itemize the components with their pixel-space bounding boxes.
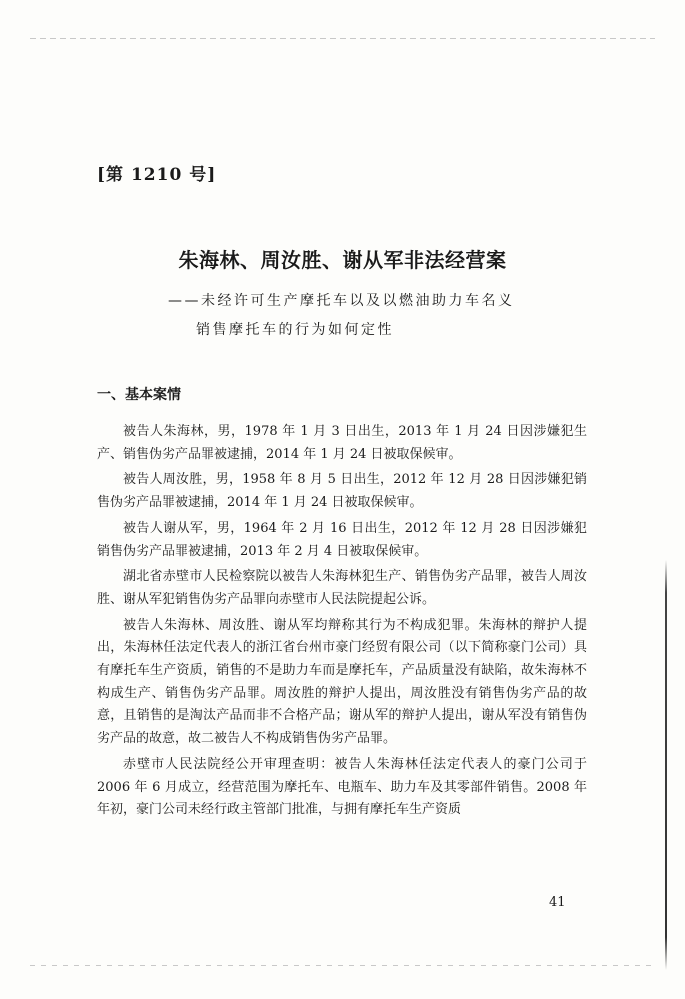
binding-edge xyxy=(665,560,667,970)
paragraph: 被告人朱海林，男，1978 年 1 月 3 日出生，2013 年 1 月 24 日因涉嫌犯生产、销售伪劣产品罪被逮捕，2014 年 1 月 24 日被取保候审。 xyxy=(97,424,587,462)
paragraph: 被告人朱海林、周汝胜、谢从军均辩称其行为不构成犯罪。朱海林的辩护人提出，朱海林任法定代表人的浙江省台州市豪门经贸有限公司（以下简称豪门公司）具有摩托车生产资质，销售的不是助力车而是摩托车，产品质量没有缺陷，故朱海林不构成生产、销售伪劣产品罪。周汝胜的辩护人提出，周汝胜没有销售伪劣产品的故意，且销售的是淘汰产品而非不合格产品；谢从军的辩护人提出，谢从军没有销售伪劣产品的故意，故二被告人不构成销售伪劣产品罪。 xyxy=(97,617,587,747)
section-heading: 一、基本案情 xyxy=(97,387,181,403)
page-number: 41 xyxy=(549,895,566,910)
case-subtitle-line2: 销售摩托车的行为如何定性 xyxy=(196,322,394,338)
paragraph: 被告人周汝胜，男，1958 年 8 月 5 日出生，2012 年 12 月 28 日因涉嫌犯销售伪劣产品罪被逮捕，2014 年 1 月 24 日被取保候审。 xyxy=(97,472,587,511)
paragraph: 湖北省赤壁市人民检察院以被告人朱海林犯生产、销售伪劣产品罪，被告人周汝胜、谢从军犯销售伪劣产品罪向赤壁市人民法院提起公诉。 xyxy=(97,569,587,607)
paragraph: 被告人谢从军，男，1964 年 2 月 16 日出生，2012 年 12 月 28 日因涉嫌犯销售伪劣产品罪被逮捕，2013 年 2 月 4 日被取保候审。 xyxy=(97,520,587,559)
case-subtitle-line1: ——未经许可生产摩托车以及以燃油助力车名义 xyxy=(168,293,515,309)
scan-artifact-top xyxy=(30,38,655,39)
case-title: 朱海林、周汝胜、谢从军非法经营案 xyxy=(178,248,507,272)
body-text xyxy=(97,421,587,825)
scan-artifact-bottom xyxy=(30,965,655,966)
case-number: [第 1210 号] xyxy=(97,165,217,185)
paragraph: 赤壁市人民法院经公开审理查明：被告人朱海林任法定代表人的豪门公司于 2006 年 6 月成立，经营范围为摩托车、电瓶车、助力车及其零部件销售。2008 年年初，豪门公司未经行政主管部门批准，与拥有摩托车生产资质 xyxy=(97,756,587,818)
